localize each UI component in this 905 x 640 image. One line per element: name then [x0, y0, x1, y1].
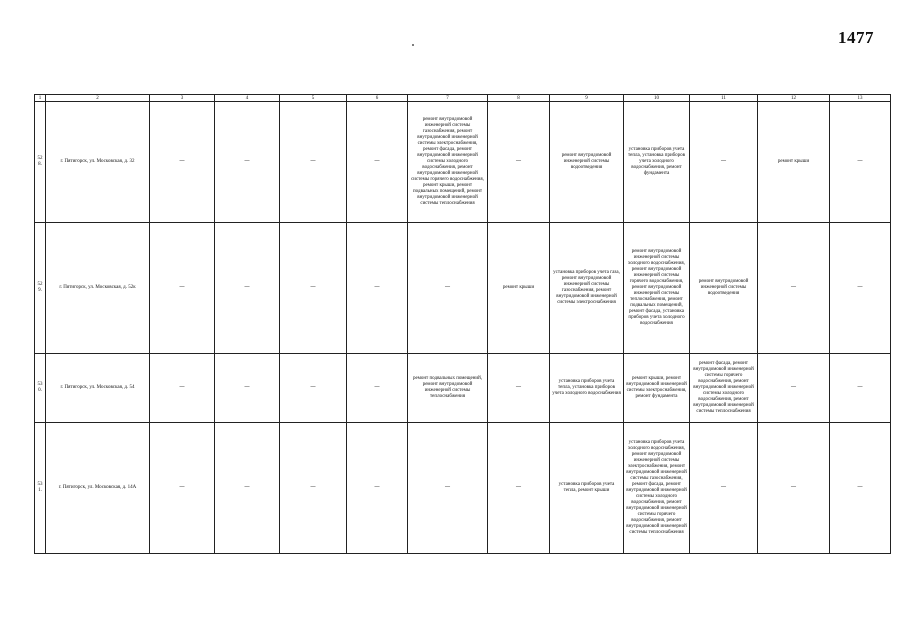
work-cell: установка приборов учета газа, ремонт внутридомовой инженерной системы газоснабжения, ремонт внутридомовой инженерной системы электроснабжения — [550, 223, 624, 354]
work-cell: установка приборов учета тепла, ремонт крыши — [550, 423, 624, 554]
column-number: 11 — [690, 95, 758, 102]
work-cell: — — [690, 102, 758, 223]
building-address: г. Пятигорск, ул. Московская, д. 54 — [46, 354, 150, 423]
work-cell: установка приборов учета тепла, установка приборов учета холодного водоснабжения, ремонт фундамента — [624, 102, 690, 223]
building-address: г. Пятигорск, ул. Московская, д. 32 — [46, 102, 150, 223]
work-cell: ремонт внутридомовой инженерной системы холодного водоснабжения, ремонт внутридомовой инженерной системы горячего водоснабжения, ремонт внутридомовой инженерной системы теплоснабжения, ремонт подвальных помещений, ремонт фасада, установка приборов учета холодного водоснабжения — [624, 223, 690, 354]
work-cell: — — [408, 223, 488, 354]
column-number: 6 — [347, 95, 408, 102]
empty-cell-dash: — — [347, 102, 408, 223]
work-cell: ремонт внутридомовой инженерной системы водоотведения — [550, 102, 624, 223]
building-address: г. Пятигорск, ул. Московская, д. 52к — [46, 223, 150, 354]
work-cell: — — [830, 223, 891, 354]
work-cell: ремонт крыши — [488, 223, 550, 354]
empty-cell-dash: — — [215, 354, 280, 423]
column-number: 7 — [408, 95, 488, 102]
empty-cell-dash: — — [215, 423, 280, 554]
empty-cell-dash: — — [150, 354, 215, 423]
empty-cell-dash: — — [150, 223, 215, 354]
work-cell: ремонт крыши — [758, 102, 830, 223]
row-number: 528. — [35, 102, 46, 223]
work-cell: ремонт внутридомовой инженерной системы водоотведения — [690, 223, 758, 354]
column-number: 13 — [830, 95, 891, 102]
empty-cell-dash: — — [347, 423, 408, 554]
scan-speck — [412, 44, 414, 46]
table-row — [35, 102, 891, 223]
work-cell: ремонт внутридомовой инженерной системы газоснабжения, ремонт внутридомовой инженерной системы электроснабжения, ремонт фасада, ремонт внутридомовой инженерной системы холодного водоснабжения, ремонт внутридомовой инженерной системы горячего водоснабжения, ремонт крыши, ремонт подвальных помещений, ремонт внутридомовой инженерной системы теплоснабжения — [408, 102, 488, 223]
work-cell: — — [830, 354, 891, 423]
work-cell: ремонт крыши, ремонт внутридомовой инженерной системы электроснабжения, ремонт фундамента — [624, 354, 690, 423]
column-number: 5 — [280, 95, 347, 102]
row-number: 531. — [35, 423, 46, 554]
table-row — [35, 423, 891, 554]
page-number: 1477 — [838, 28, 874, 47]
empty-cell-dash: — — [280, 223, 347, 354]
work-cell: — — [758, 423, 830, 554]
work-cell: установка приборов учета тепла, установка приборов учета холодного водоснабжения — [550, 354, 624, 423]
column-number: 2 — [46, 95, 150, 102]
work-cell: — — [830, 102, 891, 223]
column-number: 8 — [488, 95, 550, 102]
row-number: 529. — [35, 223, 46, 354]
empty-cell-dash: — — [215, 102, 280, 223]
empty-cell-dash: — — [215, 223, 280, 354]
column-number: 1 — [35, 95, 46, 102]
repair-schedule-table — [34, 94, 891, 554]
column-number: 4 — [215, 95, 280, 102]
row-number: 530. — [35, 354, 46, 423]
work-cell: ремонт подвальных помещений, ремонт внутридомовой инженерной системы теплоснабжения — [408, 354, 488, 423]
column-number: 3 — [150, 95, 215, 102]
empty-cell-dash: — — [280, 102, 347, 223]
work-cell: ремонт фасада, ремонт внутридомовой инженерной системы горячего водоснабжения, ремонт внутридомовой инженерной системы холодного водоснабжения, ремонт внутридомовой инженерной системы теплоснабжения — [690, 354, 758, 423]
work-cell: — — [488, 354, 550, 423]
column-number: 10 — [624, 95, 690, 102]
empty-cell-dash: — — [280, 354, 347, 423]
empty-cell-dash: — — [150, 423, 215, 554]
column-number: 12 — [758, 95, 830, 102]
work-cell: установка приборов учета холодного водоснабжения, ремонт внутридомовой инженерной системы электроснабжения, ремонт внутридомовой инженерной системы газоснабжения, ремонт фасада, ремонт внутридомовой инженерной системы холодного водоснабжения, ремонт внутридомовой инженерной системы горячего водоснабжения, ремонт внутридомовой инженерной системы теплоснабжения — [624, 423, 690, 554]
table-row — [35, 223, 891, 354]
work-cell: — — [830, 423, 891, 554]
work-cell: — — [488, 102, 550, 223]
empty-cell-dash: — — [347, 223, 408, 354]
work-cell: — — [690, 423, 758, 554]
work-cell: — — [758, 223, 830, 354]
table-row — [35, 354, 891, 423]
building-address: г. Пятигорск, ул. Московская, д. 14А — [46, 423, 150, 554]
column-number-row — [35, 95, 891, 102]
work-cell: — — [488, 423, 550, 554]
empty-cell-dash: — — [347, 354, 408, 423]
empty-cell-dash: — — [280, 423, 347, 554]
work-cell: — — [758, 354, 830, 423]
column-number: 9 — [550, 95, 624, 102]
work-cell: — — [408, 423, 488, 554]
empty-cell-dash: — — [150, 102, 215, 223]
